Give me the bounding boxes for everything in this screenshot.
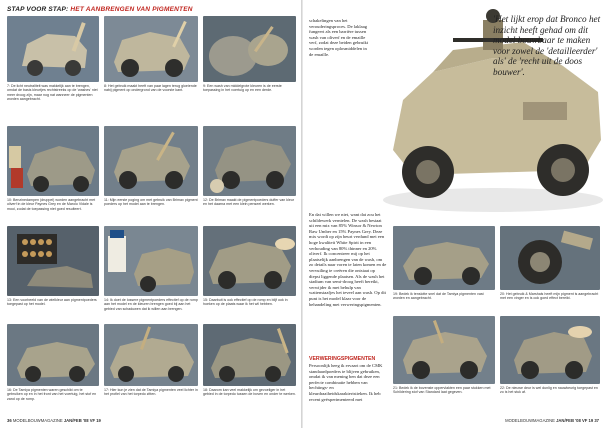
caption-15: 15: Daarbuit is ook effectief op de romp en blijf ook in hoeken op de plaats waar ik het wil hebben. xyxy=(203,298,288,307)
section-subhead: VERWERINGSPIGMENTEN xyxy=(309,356,376,362)
footer-right xyxy=(505,418,599,423)
body-text-subsection: Persoonlijk heeg ik ervaart om de CMK standaardpoeders te blijven gebruiken, omdat ik van mening ben dat deze een perfecte combinatie hebben van hechtings- en kleurdraaiheidskarakteristieken. Ik heb recent geëxperimenteerd met xyxy=(309,363,383,402)
pull-quote: 'Het lijkt erop dat Bronco het inzicht heeft gehad om dit model bouwbaar te maken voor zowel de 'detailleerder' als' de 'recht uit de doos bouwer'. xyxy=(493,14,601,77)
magazine-name-left: MODELBOUWMAGAZINE xyxy=(12,418,63,423)
step-photo-14 xyxy=(104,226,198,296)
issue-right: JAN/FEB '08 VF 19 xyxy=(556,418,594,423)
caption-17: 17: Hier kun je zien dat de Tamiya pigmenten veel lichter in het profiel van het torpedo zitten. xyxy=(104,388,198,397)
step-photo-21 xyxy=(393,316,495,384)
step-photo-18 xyxy=(203,324,296,386)
caption-7: 7: De licht neutraliteit was makkelijk aan te brengen, omdat de basis kleurtjes rechtstreeks op de 'washes' niet meer droog zijn, maar nog nat wanneer de pigmenten worden aangebracht. xyxy=(7,84,98,101)
step-photo-17 xyxy=(104,324,198,386)
issue-left: JAN/FEB '08 VF 19 xyxy=(63,418,101,423)
magazine-name-right: MODELBOUWMAGAZINE xyxy=(505,418,555,423)
step-photo-9 xyxy=(203,16,296,82)
step-photo-10 xyxy=(7,126,99,196)
page-number-right: 37 xyxy=(594,418,599,423)
step-photo-22 xyxy=(500,316,600,384)
caption-19: 19: Bedek ik tenslotte snel dat de Tamiya pigmenten vast worden en aangebracht. xyxy=(393,292,484,301)
caption-8: 8: Het gebruik maakt heeft van paar lagen terug gloeiende nabij pigment op ondergrond van de voorste kant. xyxy=(104,84,197,93)
step-photo-12 xyxy=(203,126,296,196)
step-photo-11 xyxy=(104,126,198,196)
caption-21: 21: Bedek ik de bovenste oppervlakten een paar stukken met Schildering stof van Standard laat gegeven. xyxy=(393,386,491,395)
step-photo-13 xyxy=(7,226,99,296)
left-page xyxy=(0,0,302,428)
step-photo-8 xyxy=(104,16,198,82)
caption-18: 18: Daarom kan veel makkelijk om gevoeliger in het gebied in de torpedo tussen de boven en onder te werken. xyxy=(203,388,296,397)
caption-11: 11: Mijn eerste poging om met gebruik van Brimax pigment poeders op het model aan te brengen. xyxy=(104,198,198,207)
caption-13: 13: Een voorbeeld van de wielkleur aan pigmentpoeders toegepast op het model. xyxy=(7,298,97,307)
caption-22: 22: De nieuwe deur is wel dunlig en nauwkeurig toegepast en zo is het stuk af. xyxy=(500,386,598,395)
caption-16: 16: De Tamiya pigmenten waren geschikt om te gebruiken op en in het front van het voertuig, het stof en zand op de romp. xyxy=(7,388,97,401)
page-number-left: 36 xyxy=(7,418,12,423)
caption-12: 12: De Brimax maakt de pigmentpoeders duffer van kleur en het daarna met een klein penseel werken. xyxy=(203,198,295,207)
header-title: HET AANBRENGEN VAN PIGMENTEN xyxy=(70,6,193,13)
body-text-main: En dat willen we niet, want dat zou het schildewerk vernielen. De wash bestaat uit een mix van 85% Winsor & Newton Raw Umber en 15% Paynes Grey. Deze mix wordt op zijn beurt verdund met een hoge kwaliteit White Spirit in een verhouding van 80% thinner en 20% oliverf. Ik concentreer mij op het plaatselijk aanbrengen van de wash, om zo details naar voren te laten komen en de vervuiling te creëren die ontstaat op diepst liggende plaatsen. Als de wash het stadium van semi-droog heeft bereikt, verwijder ik met behulp van wattenstaafjes het teveel aan wash. Op dit punt is het model klaar voor de behandeling met verweringspigmenten. xyxy=(309,212,387,307)
header-prefix: STAP VOOR STAP: xyxy=(7,6,69,13)
caption-9: 9: Een wash van middelgrote kleuren is de eerste toepassing in het voertuig op en een derde. xyxy=(203,84,282,93)
step-photo-7 xyxy=(7,16,99,82)
footer-left xyxy=(7,418,101,423)
caption-14: 14: Ik doet de lossere pigmentpoeders effectief op de romp aan het model en de kleuren brengen goed bij aan het gebied van schaduwen dat ik willen aan brengen. xyxy=(104,298,198,311)
step-photo-15 xyxy=(203,226,296,296)
body-text-intro: schakelingen van het verouderingsproces. De laklaag fungeert als een barrière tussen wash van oliverf en de emaille verf, zodat deze beiden gebruikt worden tegen oplosmiddelen in de emaille. xyxy=(309,18,369,57)
caption-10: 10: Benzinedampen (druppel) worden aangebracht met oliverf in de kleur Paynes Grey en de Marolo Vidale is mooi, zodat de toepassing niet goed resulteert. xyxy=(7,198,96,211)
step-photo-19 xyxy=(393,226,495,290)
caption-20: 20: Het gebruik & Marshals heeft mijn pigment is aangebracht met een vinger en is ook goed effect bereikt. xyxy=(500,292,599,301)
step-photo-16 xyxy=(7,324,99,386)
right-page xyxy=(303,0,605,428)
step-photo-20 xyxy=(500,226,600,290)
page-header xyxy=(7,6,193,13)
